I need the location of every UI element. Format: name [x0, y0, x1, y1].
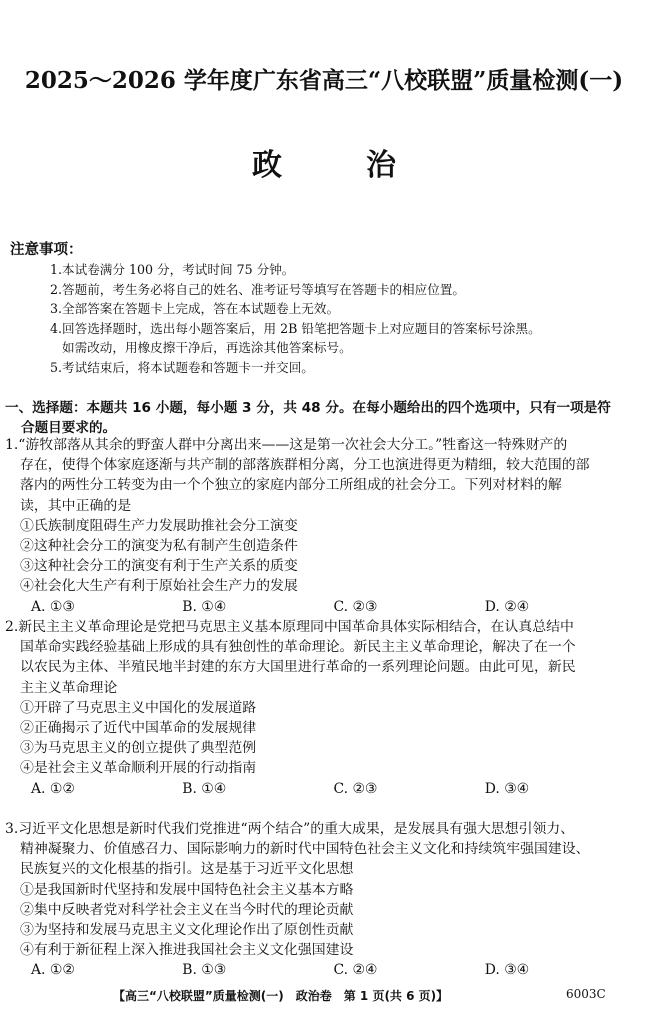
stem-line: 主主义革命理论 — [20, 679, 118, 696]
option-d: D. ②④ — [484, 598, 530, 615]
stem-line: 2.新民主主义革命理论是党把马克思主义基本原理同中国革命具体实际相结合，在认真总结中 — [5, 619, 574, 635]
answer-options — [5, 960, 636, 980]
stem-line: 存在，使得个体家庭逐渐与共产制的部落族群相分离，分工也演进得更为精细，较大范围的部 — [20, 457, 590, 474]
stem-line: 落内的两性分工转变为由一个个独立的家庭内部分工所组成的社会分工。下列对材料的解 — [20, 477, 562, 494]
statement-item: ③为马克思主义的创立提供了典型范例 — [20, 740, 257, 757]
subject-char-1: 政 — [252, 148, 282, 183]
notice-list — [50, 260, 634, 378]
option-b: B. ①③ — [182, 962, 227, 979]
option-a: A. ①③ — [31, 598, 75, 615]
stem-line: 1.“游牧部落从其余的野蛮人群中分离出来——这是第一次社会大分工。”牲畜这一特殊财产的 — [5, 437, 568, 453]
option-d: D. ③④ — [484, 780, 530, 797]
stem-line: 以农民为主体、半殖民地半封建的东方大国里进行革命的一系列理论问题。由此可见，新民 — [20, 659, 576, 676]
statement-item: ④社会化大生产有利于原始社会生产力的发展 — [20, 578, 298, 595]
stem-line: 民族复兴的文化根基的指引。这是基于习近平文化思想 — [20, 861, 354, 878]
statement-item: ②正确揭示了近代中国革命的发展规律 — [20, 720, 257, 737]
statement-item: ①氏族制度阻碍生产力发展助推社会分工演变 — [20, 517, 298, 534]
exam-title: 2025～2026 学年度广东省高三“八校联盟”质量检测(一) — [24, 67, 624, 94]
section-heading-line: 一、选择题：本题共 16 小题，每小题 3 分，共 48 分。在每小题给出的四个选项中，只有一项是符 — [5, 400, 611, 416]
stem-line: 精神凝聚力、价值感召力、国际影响力的新时代中国特色社会主义文化和持续筑牢强国建设、 — [20, 841, 590, 858]
statement-item: ①是我国新时代坚持和发展中国特色社会主义基本方略 — [20, 881, 354, 898]
notice-item: 5.考试结束后，将本试题卷和答题卡一并交回。 — [50, 359, 314, 375]
notice-heading: 注意事项： — [10, 241, 83, 258]
question-stem — [5, 435, 636, 516]
statement-item: ②这种社会分工的演变为私有制产生创造条件 — [20, 538, 298, 555]
option-c: C. ②③ — [333, 598, 378, 615]
stem-line: 国革命实践经验基础上形成的具有独创性的革命理论。新民主主义革命理论，解决了在一个 — [20, 639, 576, 656]
section-heading — [5, 398, 638, 438]
notice-item: 如需改动，用橡皮擦干净后，再选涂其他答案标号。 — [62, 340, 352, 356]
statement-item: ④是社会主义革命顺利开展的行动指南 — [20, 760, 257, 777]
footer-code: 6003C — [566, 987, 606, 1001]
question-2 — [5, 617, 636, 799]
notice-item: 1.本试卷满分 100 分，考试时间 75 分钟。 — [50, 262, 295, 277]
statement-item: ④有利于新征程上深入推进我国社会主义文化强国建设 — [20, 942, 354, 959]
footer-page-info: 【高三“八校联盟”质量检测(一) 政治卷 第 1 页(共 6 页)】 — [113, 989, 449, 1003]
notice-item: 3.全部答案在答题卡上完成，答在本试题卷上无效。 — [50, 301, 340, 317]
notice-item: 4.回答选择题时，选出每小题答案后，用 2B 铅笔把答题卡上对应题目的答案标号涂黑。 — [50, 320, 541, 336]
question-1 — [5, 435, 636, 617]
question-3 — [5, 819, 636, 981]
answer-options — [5, 597, 636, 617]
notice-item: 2.答题前，考生务必将自己的姓名、准考证号等填写在答题卡的相应位置。 — [50, 281, 466, 297]
subject-char-2: 治 — [366, 148, 396, 183]
subject-heading — [0, 140, 648, 184]
statement-item: ③为坚持和发展马克思主义文化理论作出了原创性贡献 — [20, 922, 354, 939]
stem-line: 3.习近平文化思想是新时代我们党推进“两个结合”的重大成果，是发展具有强大思想引领力、 — [5, 821, 575, 837]
option-b: B. ①④ — [182, 598, 227, 615]
option-d: D. ③④ — [484, 962, 530, 979]
answer-options — [5, 779, 636, 799]
question-stem — [5, 617, 636, 698]
statement-item: ①开辟了马克思主义中国化的发展道路 — [20, 699, 257, 716]
section-heading-line: 合题目要求的。 — [21, 420, 117, 436]
stem-line: 读，其中正确的是 — [20, 497, 132, 514]
option-a: A. ①② — [31, 962, 75, 979]
option-c: C. ②④ — [333, 962, 378, 979]
option-a: A. ①② — [31, 780, 75, 797]
statement-item: ②集中反映者党对科学社会主义在当今时代的理论贡献 — [20, 901, 354, 918]
question-stem — [5, 819, 636, 880]
option-c: C. ②③ — [333, 780, 378, 797]
option-b: B. ①④ — [182, 780, 227, 797]
statement-item: ③这种社会分工的演变有利于生产关系的质变 — [20, 558, 298, 575]
